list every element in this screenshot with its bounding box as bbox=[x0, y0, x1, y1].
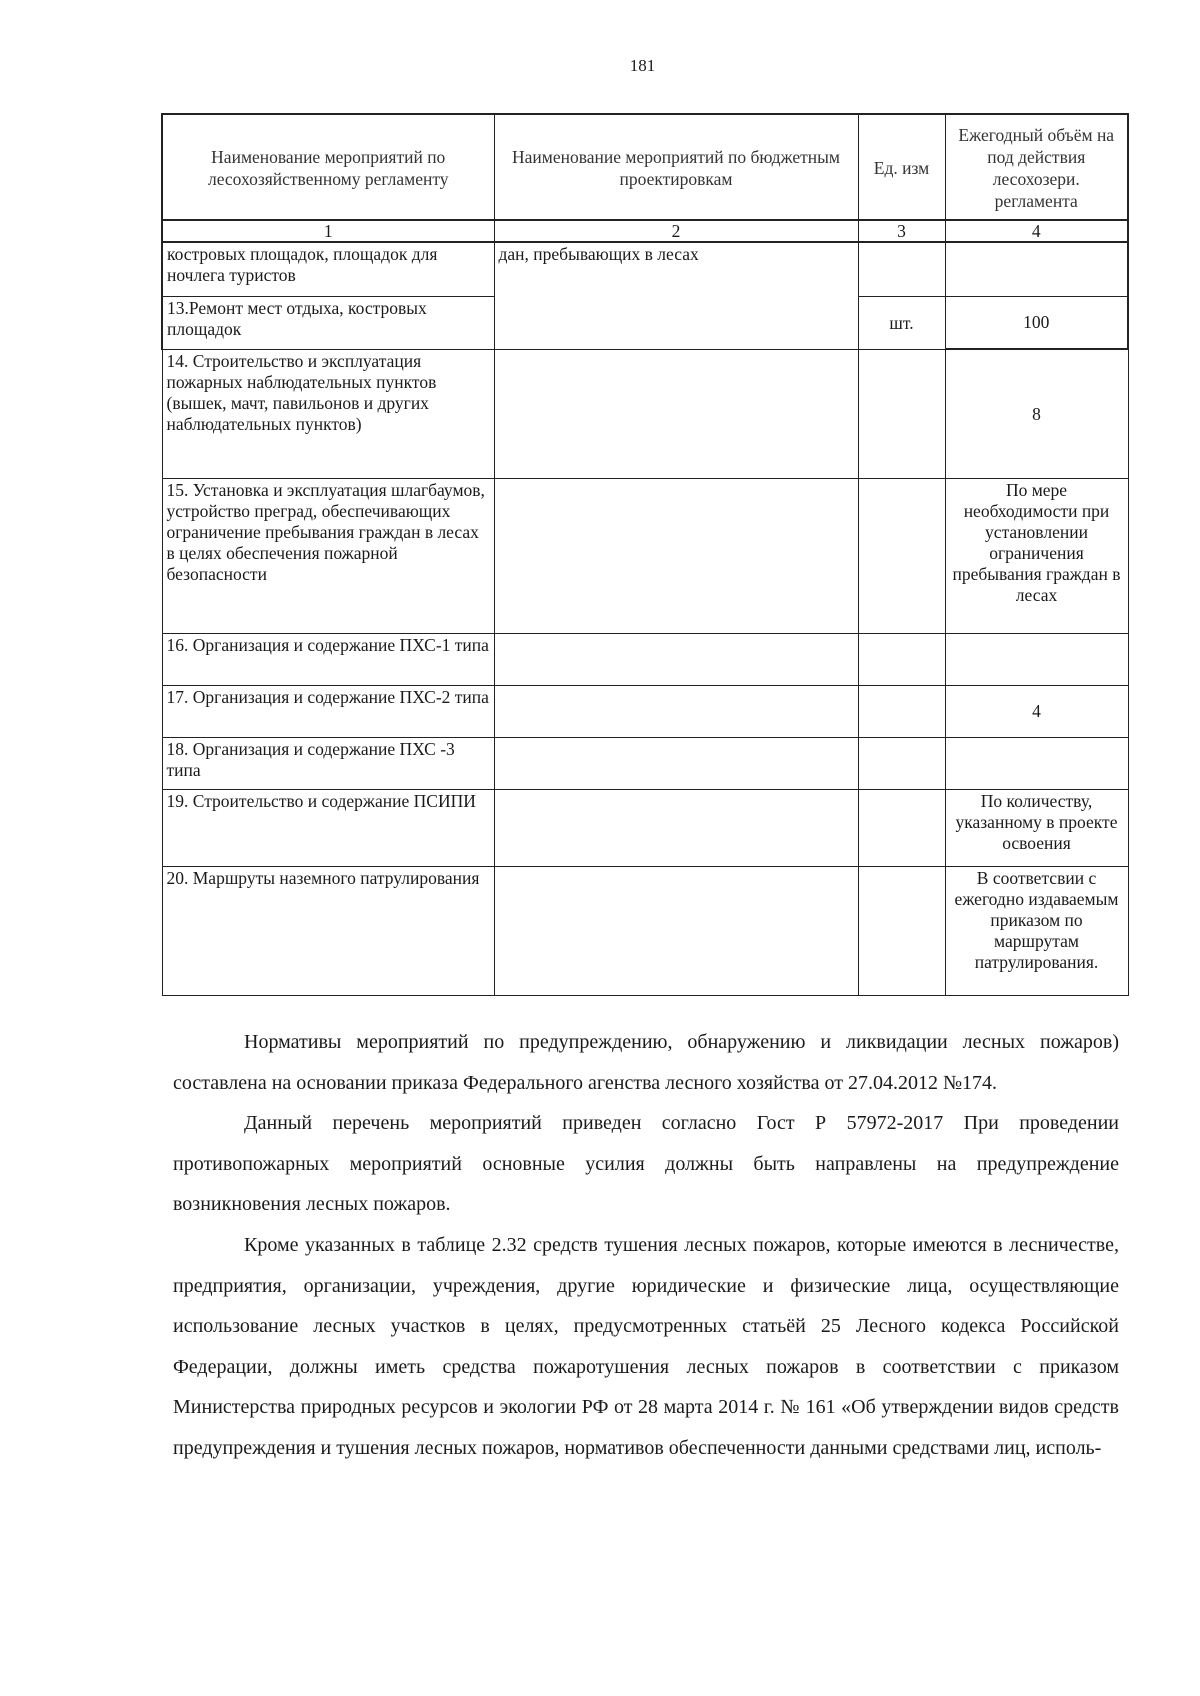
row-unit-cell bbox=[858, 633, 945, 685]
table-row bbox=[162, 866, 1128, 995]
page-number: 181 bbox=[629, 56, 656, 75]
header-annual-volume: Ежегодный объём на под действия лесохозери. регламента bbox=[945, 114, 1128, 220]
row-budget-cell bbox=[494, 685, 858, 737]
row-volume-cell: 4 bbox=[945, 685, 1128, 737]
header-budget-measures: Наименование мероприятий по бюджетным проектировкам bbox=[494, 114, 858, 220]
row-measure-cell: 20. Маршруты наземного патрулирования bbox=[162, 866, 494, 995]
row-volume-cell: В соответсвии с ежегодно издаваемым приказом по маршрутам патрулирования. bbox=[945, 866, 1128, 995]
table-row bbox=[162, 633, 1128, 685]
column-number-1: 1 bbox=[162, 220, 494, 242]
row-measure-cell: 15. Установка и эксплуатация шлагбаумов, устройство преград, обеспечивающих ограничение пребывания граждан в лесах в целях обеспечения пожарной безопасности bbox=[162, 478, 494, 633]
row-unit-cell bbox=[858, 242, 945, 296]
row-unit-cell bbox=[858, 737, 945, 789]
row-budget-cell: дан, пребывающих в лесах bbox=[494, 242, 858, 349]
body-text bbox=[173, 1022, 1119, 1469]
row-budget-cell bbox=[494, 789, 858, 866]
table-row bbox=[162, 478, 1128, 633]
table-row bbox=[162, 789, 1128, 866]
forest-fire-measures-table bbox=[161, 113, 1129, 996]
row-unit-cell bbox=[858, 478, 945, 633]
row-budget-cell bbox=[494, 349, 858, 478]
row-volume-cell: По количеству, указанному в проекте освоения bbox=[945, 789, 1128, 866]
row-unit-cell bbox=[858, 349, 945, 478]
row-unit-cell bbox=[858, 685, 945, 737]
row-measure-cell: 16. Организация и содержание ПХС-1 типа bbox=[162, 633, 494, 685]
table-row bbox=[162, 349, 1128, 478]
table-row bbox=[162, 242, 1128, 296]
row-measure-cell: 14. Строительство и эксплуатация пожарных наблюдательных пунктов (вышек, мачт, павильонов и других наблюдательных пунктов) bbox=[162, 349, 494, 478]
table-row bbox=[162, 737, 1128, 789]
row-volume-cell bbox=[945, 242, 1128, 296]
row-budget-cell bbox=[494, 633, 858, 685]
row-volume-cell: По мере необходимости при установлении ограничения пребывания граждан в лесах bbox=[945, 478, 1128, 633]
row-volume-cell: 100 bbox=[945, 296, 1128, 349]
paragraph: Нормативы мероприятий по предупреждению, обнаружению и ликвидации лесных пожаров) составлена на основании приказа Федерального агенства лесного хозяйства от 27.04.2012 №174. bbox=[173, 1031, 1119, 1094]
row-measure-cell: 17. Организация и содержание ПХС-2 типа bbox=[162, 685, 494, 737]
header-unit: Ед. изм bbox=[858, 114, 945, 220]
row-measure-cell: 18. Организация и содержание ПХС -3 типа bbox=[162, 737, 494, 789]
paragraph: Данный перечень мероприятий приведен согласно Гост Р 57972-2017 При проведении противопожарных мероприятий основные усилия должны быть направлены на предупреждение возникновения лесных пожаров. bbox=[173, 1112, 1119, 1216]
table-row bbox=[162, 685, 1128, 737]
column-number-4: 4 bbox=[945, 220, 1128, 242]
row-unit-cell bbox=[858, 789, 945, 866]
row-budget-cell bbox=[494, 478, 858, 633]
row-measure-cell: 19. Строительство и содержание ПСИПИ bbox=[162, 789, 494, 866]
row-measure-cell: костровых площадок, площадок для ночлега туристов bbox=[162, 242, 494, 296]
column-number-3: 3 bbox=[858, 220, 945, 242]
row-volume-cell: 8 bbox=[945, 349, 1128, 478]
row-volume-cell bbox=[945, 737, 1128, 789]
row-budget-cell bbox=[494, 737, 858, 789]
row-unit-cell bbox=[858, 866, 945, 995]
row-measure-cell: 13.Ремонт мест отдыха, костровых площадок bbox=[162, 296, 494, 349]
header-forestry-measures: Наименование мероприятий по лесохозяйственному регламенту bbox=[162, 114, 494, 220]
paragraph: Кроме указанных в таблице 2.32 средств тушения лесных пожаров, которые имеются в лесничестве, предприятия, организации, учреждения, другие юридические и физические лица, осуществляющие использование лесных участков в целях, предусмотренных статьёй 25 Лесного кодекса Российской Федерации, должны иметь средства пожаротушения лесных пожаров в соответствии с приказом Министерства природных ресурсов и экологии РФ от 28 марта 2014 г. № 161 «Об утверждении видов средств предупреждения и тушения лесных пожаров, нормативов обеспеченности данными средствами лиц, исполь- bbox=[173, 1233, 1119, 1459]
row-budget-cell bbox=[494, 866, 858, 995]
row-unit-cell: шт. bbox=[858, 296, 945, 349]
row-volume-cell bbox=[945, 633, 1128, 685]
column-number-2: 2 bbox=[494, 220, 858, 242]
